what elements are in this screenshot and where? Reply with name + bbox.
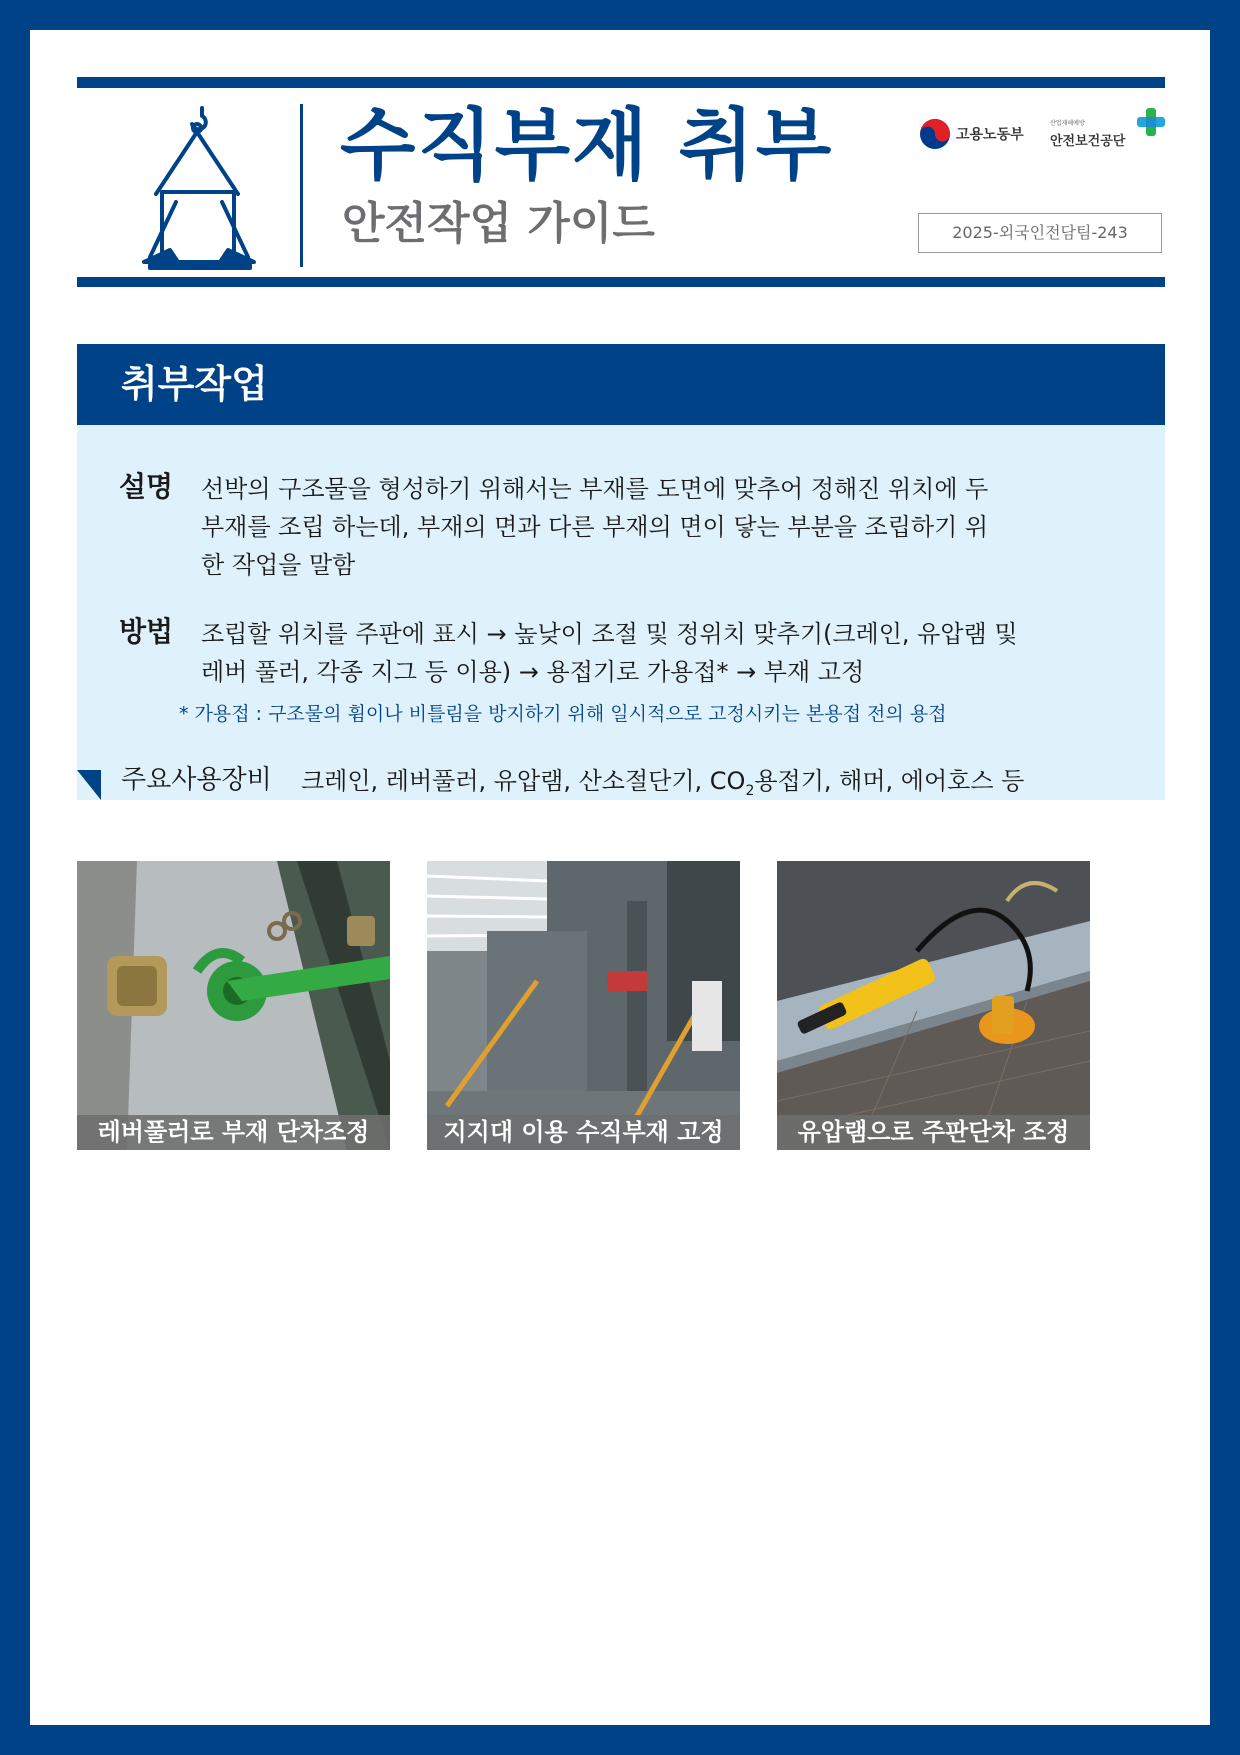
equipment-list-part2: 용접기, 해머, 에어호스 등	[754, 767, 1025, 795]
header-bottom-rule	[77, 277, 1165, 287]
kosha-cross-icon	[1136, 106, 1166, 138]
taeguk-logo-icon	[918, 117, 952, 151]
photo-caption-2: 지지대 이용 수직부재 고정	[427, 1115, 740, 1150]
equipment-flag-icon	[77, 770, 101, 800]
hook-lifting-frame-icon	[120, 102, 280, 272]
method-text: 조립할 위치를 주판에 표시 → 높낮이 조절 및 정위치 맞추기(크레인, 유압램 및 레버 풀러, 각종 지그 등 이용) → 용접기로 가용접* → 부재 고정	[201, 620, 1018, 686]
description-text: 선박의 구조물을 형성하기 위해서는 부재를 도면에 맞추어 정해진 위치에 두 부재를 조립 하는데, 부재의 면과 다른 부재의 면이 닿는 부분을 조립하기 위한 작업을 말함	[201, 475, 989, 579]
page-subtitle: 안전작업 가이드	[342, 198, 655, 249]
page-title: 수직부재 취부	[340, 101, 834, 191]
photo-support-bar	[427, 861, 740, 1150]
section-header	[77, 344, 1165, 425]
hydraulic-ram-image	[777, 861, 1090, 1150]
photo-hydraulic-ram	[777, 861, 1090, 1150]
moel-logo-text: 고용노동부	[956, 127, 1024, 143]
section-body	[77, 425, 1165, 800]
photo-lever-puller	[77, 861, 390, 1150]
description-label: 설명	[119, 470, 174, 503]
section-title: 취부작업	[121, 362, 268, 406]
equipment-list-subscript: 2	[745, 782, 755, 799]
header-vertical-separator	[300, 104, 303, 267]
document-code: 2025-외국인전담팀-243	[918, 213, 1162, 253]
moel-logo	[918, 114, 1024, 154]
photo-caption-1: 레버풀러로 부재 단차조정	[77, 1115, 390, 1150]
method-label: 방법	[119, 615, 174, 648]
kosha-logo-small-text: 산업재해예방	[1050, 120, 1085, 127]
kosha-logo-text: 안전보건공단	[1050, 134, 1126, 149]
header-top-rule	[77, 77, 1165, 88]
equipment-label: 주요사용장비	[121, 765, 272, 795]
support-bar-image	[427, 861, 740, 1150]
page	[30, 30, 1210, 1725]
equipment-list-part1: 크레인, 레버풀러, 유압램, 산소절단기, CO	[301, 767, 746, 795]
lever-puller-image	[77, 861, 390, 1150]
photo-caption-3: 유압램으로 주판단차 조정	[777, 1115, 1090, 1150]
footnote-text: * 가용접 : 구조물의 휨이나 비틀림을 방지하기 위해 일시적으로 고정시키는 본용접 전의 용접	[179, 703, 947, 725]
equipment-list	[301, 767, 1024, 800]
